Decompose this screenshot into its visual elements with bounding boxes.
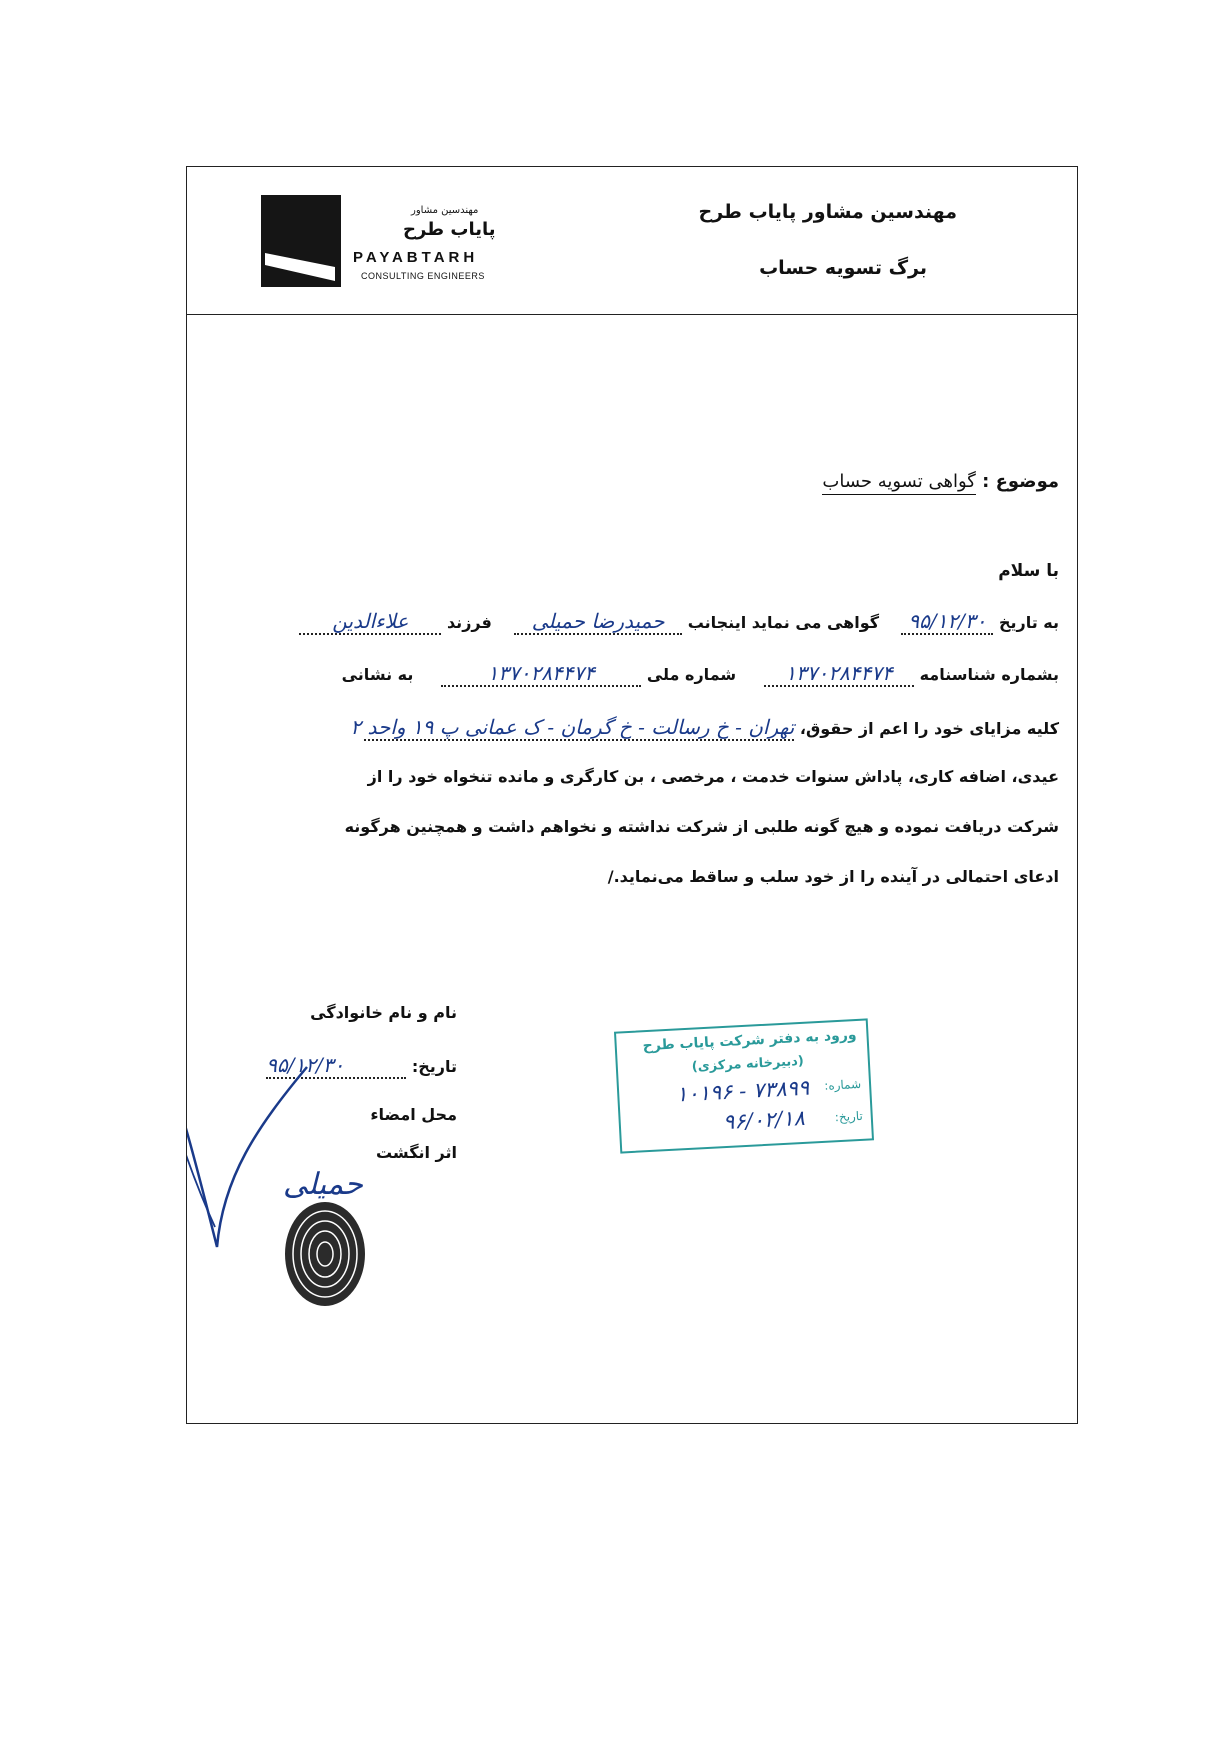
line3-text: کلیه مزایای خود را اعم از حقوق، <box>799 719 1059 738</box>
national-label: شماره ملی <box>646 665 737 684</box>
company-title: مهندسین مشاور پایاب طرح <box>698 201 957 223</box>
address-label: به نشانی <box>341 665 414 684</box>
logo-en-sub: CONSULTING ENGINEERS <box>361 271 485 281</box>
sign-label: محل امضاء <box>370 1105 457 1124</box>
subject-line <box>822 471 1059 492</box>
stamp-title: ورود به دفتر شرکت پایاب طرح <box>642 1027 857 1055</box>
date-prefix: به تاریخ <box>998 613 1059 632</box>
address-value: تهران - خ رسالت - خ گرمان - ک عمانی پ ۱۹ واحد ۲ <box>350 715 795 739</box>
fingerprint-icon <box>279 1197 371 1311</box>
stamp-date-value: ۹۶/۰۲/۱۸ <box>722 1105 806 1135</box>
subject-label: موضوع : <box>982 471 1059 492</box>
id-value: ۱۳۷۰۲۸۴۴۷۴ <box>785 661 893 685</box>
body-line-5: شرکت دریافت نموده و هیچ گونه طلبی از شرکت نداشته و نخواهم داشت و همچنین هرگونه <box>344 817 1059 836</box>
date-field <box>901 609 993 635</box>
national-value: ۱۳۷۰۲۸۴۴۷۴ <box>487 661 595 685</box>
thumb-label: اثر انگشت <box>375 1143 457 1162</box>
father-value: علاءالدین <box>332 609 409 633</box>
logo-en-name: PAYABTARH <box>353 249 479 266</box>
initials: حمیلی <box>283 1167 363 1202</box>
id-field <box>764 661 914 687</box>
stamp-date-label: تاریخ: <box>834 1108 864 1125</box>
registry-stamp <box>614 1018 874 1153</box>
date-value: ۹۵/۱۲/۳۰ <box>908 609 987 633</box>
child-of-text: فرزند <box>446 613 492 632</box>
stamp-number-value: ۷۳۸۹۹ - ۱۰۱۹۶ <box>675 1075 810 1107</box>
certify-text: گواهی می نماید اینجانب <box>687 613 880 632</box>
sig-date-value: ۹۵/۱۲/۳۰ <box>266 1053 345 1077</box>
name-label: نام و نام خانوادگی <box>310 1003 457 1022</box>
logo-fa-small: مهندسین مشاور <box>411 205 479 216</box>
document-frame <box>186 166 1078 1424</box>
sig-date-label: تاریخ: <box>411 1057 457 1076</box>
id-label: بشماره شناسنامه <box>919 665 1059 684</box>
form-title: برگ تسویه حساب <box>759 257 927 279</box>
name-value: حمیدرضا حمیلی <box>531 609 665 633</box>
body-line-4: عیدی، اضافه کاری، پاداش سنوات خدمت ، مرخصی ، بن کارگری و مانده تنخواه خود را از <box>367 767 1059 786</box>
body-line-6: ادعای احتمالی در آینده را از خود سلب و ساقط می‌نماید./ <box>607 867 1059 886</box>
subject-value: گواهی تسویه حساب <box>822 471 975 495</box>
stamp-subtitle: (دبیرخانه مرکزی) <box>691 1053 805 1075</box>
greeting: با سلام <box>998 561 1059 581</box>
logo-fa-name: پایاب طرح <box>403 219 496 240</box>
stamp-number-label: شماره: <box>823 1076 862 1093</box>
name-field <box>514 609 682 635</box>
